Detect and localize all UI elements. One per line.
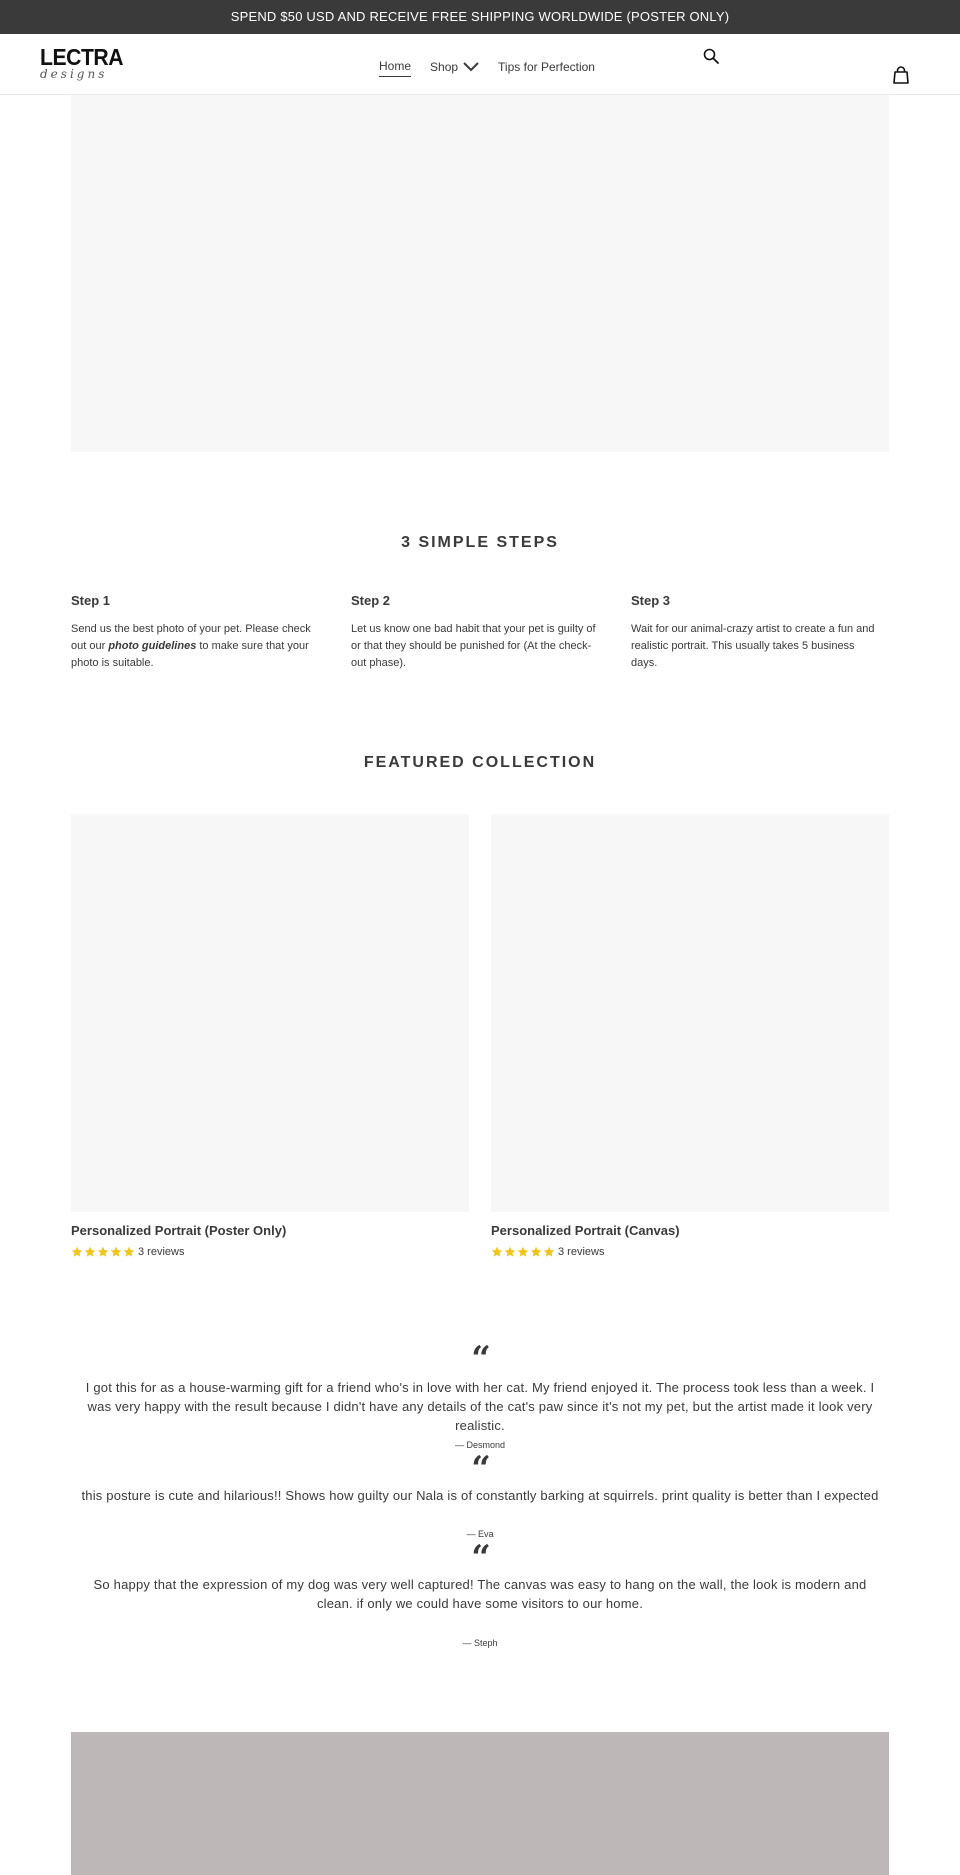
- testimonial-text: this posture is cute and hilarious!! Shows how guilty our Nala is of constantly barking at squirrels. print quality is better than I expected: [81, 1488, 879, 1503]
- search-button[interactable]: [703, 48, 719, 64]
- star-icon: [504, 1246, 516, 1258]
- star-icon: [84, 1246, 96, 1258]
- step-heading: Step 2: [351, 593, 391, 608]
- hero-image-placeholder: [71, 95, 889, 452]
- testimonial-author: — Desmond: [454, 1440, 506, 1450]
- star-icon: [517, 1246, 529, 1258]
- star-rating: [491, 1246, 556, 1258]
- featured-collection-title: FEATURED COLLECTION: [363, 754, 597, 771]
- review-count[interactable]: 3 reviews: [138, 1246, 185, 1258]
- quote-icon: “: [471, 1339, 491, 1379]
- product-title[interactable]: Personalized Portrait (Canvas): [491, 1223, 680, 1238]
- step-text: Wait for our animal-crazy artist to create a fun and realistic portrait. This usually takes 5 business days.: [631, 623, 875, 669]
- star-icon: [97, 1246, 109, 1258]
- logo-script: designs: [40, 67, 108, 81]
- step-text-end: to make sure that your photo is suitable.: [71, 640, 309, 669]
- nav-tips-link[interactable]: Tips for Perfection: [498, 60, 595, 74]
- product-image-placeholder[interactable]: [491, 814, 889, 1212]
- star-rating: [71, 1246, 136, 1258]
- step-column: [71, 592, 321, 672]
- step-text-start: Send us the best photo of your pet. Please check out our: [71, 623, 311, 652]
- star-icon: [123, 1246, 135, 1258]
- nav-home-link[interactable]: Home: [379, 57, 411, 77]
- cart-button[interactable]: [893, 66, 909, 84]
- star-icon: [491, 1246, 503, 1258]
- testimonial-author: — Steph: [462, 1638, 498, 1648]
- nav-shop-dropdown[interactable]: [430, 57, 479, 77]
- quote-icon: “: [471, 1538, 491, 1578]
- star-icon: [110, 1246, 122, 1258]
- testimonial-text: So happy that the expression of my dog was very well captured! The canvas was easy to hang on the wall, the look is modern and clean. if only we could have some visitors to our home.: [93, 1577, 867, 1611]
- review-count[interactable]: 3 reviews: [558, 1246, 605, 1258]
- star-icon: [530, 1246, 542, 1258]
- site-header: [0, 34, 960, 95]
- star-icon: [71, 1246, 83, 1258]
- testimonial-text: I got this for as a house-warming gift for a friend who's in love with her cat. My friend enjoyed it. The process took less than a week. I was very happy with the result because I didn't have any details of the cat's paw since it's not my pet, but the artist made it look very realistic.: [85, 1380, 875, 1433]
- testimonial-author: — Eva: [466, 1529, 494, 1539]
- chevron-down-icon: [463, 62, 479, 72]
- search-icon: [703, 48, 719, 64]
- step-column: [631, 592, 881, 672]
- product-title[interactable]: Personalized Portrait (Poster Only): [71, 1223, 287, 1238]
- announcement-bar: [0, 0, 960, 34]
- cart-icon: [893, 66, 909, 84]
- step-text: [71, 621, 321, 672]
- logo-wordmark: LECTRA: [40, 44, 124, 70]
- logo[interactable]: [40, 44, 124, 86]
- quote-icon: “: [471, 1449, 491, 1489]
- steps-title: 3 SIMPLE STEPS: [401, 534, 559, 551]
- step-heading: Step 1: [71, 593, 111, 608]
- bottom-banner-image: [71, 1732, 889, 1875]
- product-image-placeholder[interactable]: [71, 814, 469, 1212]
- star-icon: [543, 1246, 555, 1258]
- product-card[interactable]: [71, 814, 469, 1258]
- announcement-text: SPEND $50 USD AND RECEIVE FREE SHIPPING WORLDWIDE (POSTER ONLY): [230, 9, 730, 24]
- step-heading: Step 3: [631, 593, 671, 608]
- step-column: [351, 592, 601, 672]
- photo-guidelines-link[interactable]: photo guidelines: [108, 640, 197, 652]
- step-text: Let us know one bad habit that your pet is guilty of or that they should be punished for (At the check-out phase).: [351, 623, 596, 669]
- product-rating: [71, 1246, 469, 1258]
- product-card[interactable]: [491, 814, 889, 1258]
- nav-shop-label: Shop: [430, 60, 459, 74]
- product-rating: [491, 1246, 889, 1258]
- main-nav: [379, 57, 595, 77]
